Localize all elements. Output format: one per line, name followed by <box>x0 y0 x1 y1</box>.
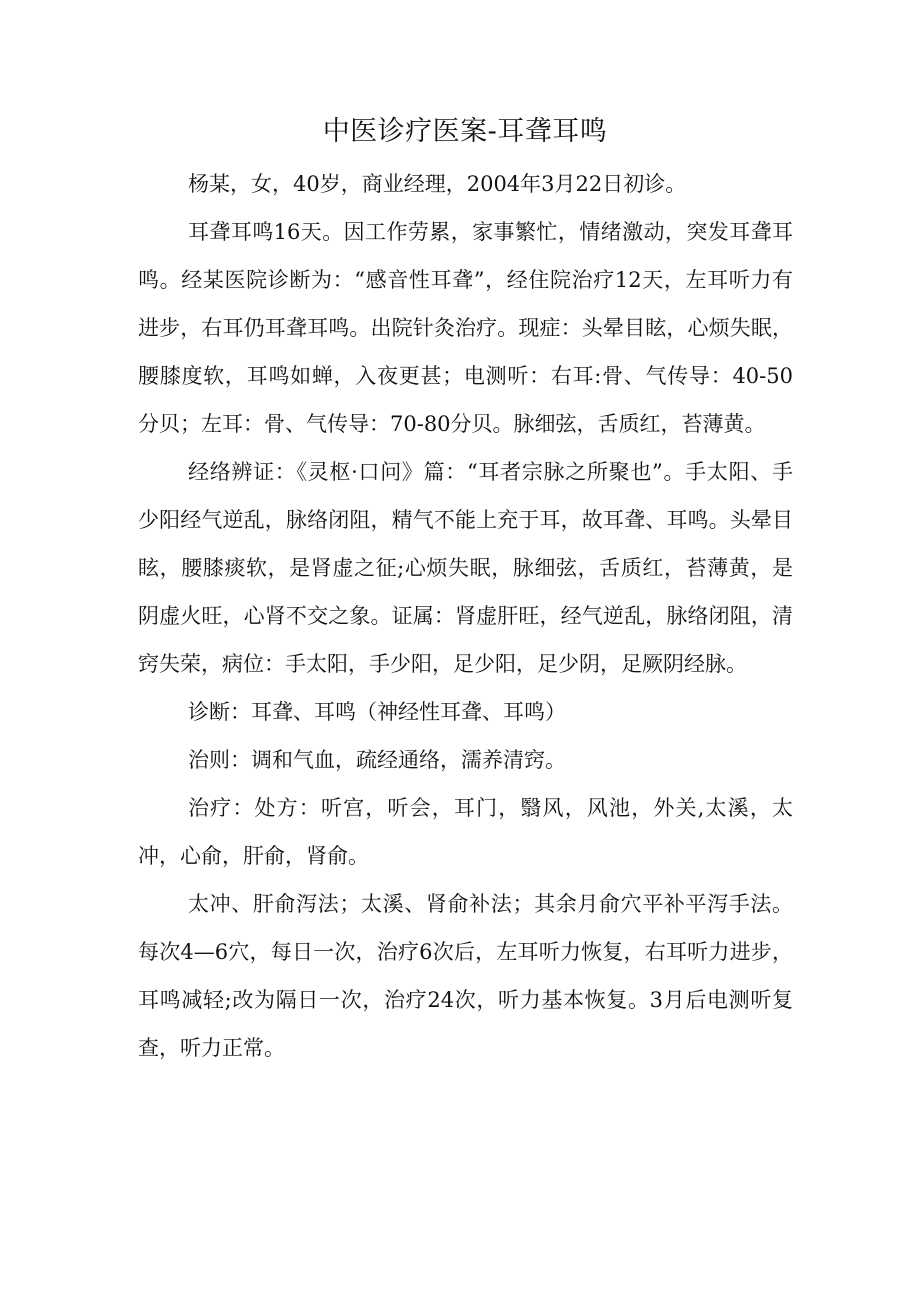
document-body <box>138 160 793 1072</box>
document-title: 中医诊疗医案-耳聋耳鸣 <box>322 116 608 147</box>
treatment-principle-paragraph: 治则：调和气血，疏经通络，濡养清窍。 <box>188 748 566 772</box>
treatment-outcome-paragraph: 太冲、肝俞泻法；太溪、肾俞补法；其余月俞穴平补平泻手法。每次4—6穴，每日一次，治疗6次后，左耳听力恢复，右耳听力进步，耳鸣减轻;改为隔日一次，治疗24次，听力基本恢复。3月后电测听复查，听力正常。 <box>138 892 793 1060</box>
prescription-paragraph: 治疗：处方：听宫，听会，耳门，翳风，风池，外关,太溪，太冲，心俞，肝俞，肾俞。 <box>138 796 793 868</box>
symptoms-paragraph: 耳聋耳鸣16天。因工作劳累，家事繁忙，情绪激动，突发耳聋耳鸣。经某医院诊断为：“感音性耳聋”，经住院治疗12天，左耳听力有进步，右耳仍耳聋耳鸣。出院针灸治疗。现症：头晕目眩，心烦失眠，腰膝度软，耳鸣如蝉，入夜更甚；电测听：右耳:骨、气传导：40-50分贝；左耳：骨、气传导：70-80分贝。脉细弦，舌质红，苔薄黄。 <box>138 220 793 436</box>
patient-info-paragraph: 杨某，女，40岁，商业经理，2004年3月22日初诊。 <box>188 172 687 196</box>
diagnosis-paragraph: 诊断：耳聋、耳鸣（神经性耳聋、耳鸣） <box>188 700 566 724</box>
meridian-analysis-paragraph: 经络辨证：《灵枢·口问》篇：“耳者宗脉之所聚也”。手太阳、手少阳经气逆乱，脉络闭阻，精气不能上充于耳，故耳聋、耳鸣。头晕目眩，腰膝痰软，是肾虚之征;心烦失眠，脉细弦，舌质红，苔薄黄，是阴虚火旺，心肾不交之象。证属：肾虚肝旺，经气逆乱，脉络闭阻，清窍失荣，病位：手太阳，手少阳，足少阳，足少阴，足厥阴经脉。 <box>138 460 793 676</box>
